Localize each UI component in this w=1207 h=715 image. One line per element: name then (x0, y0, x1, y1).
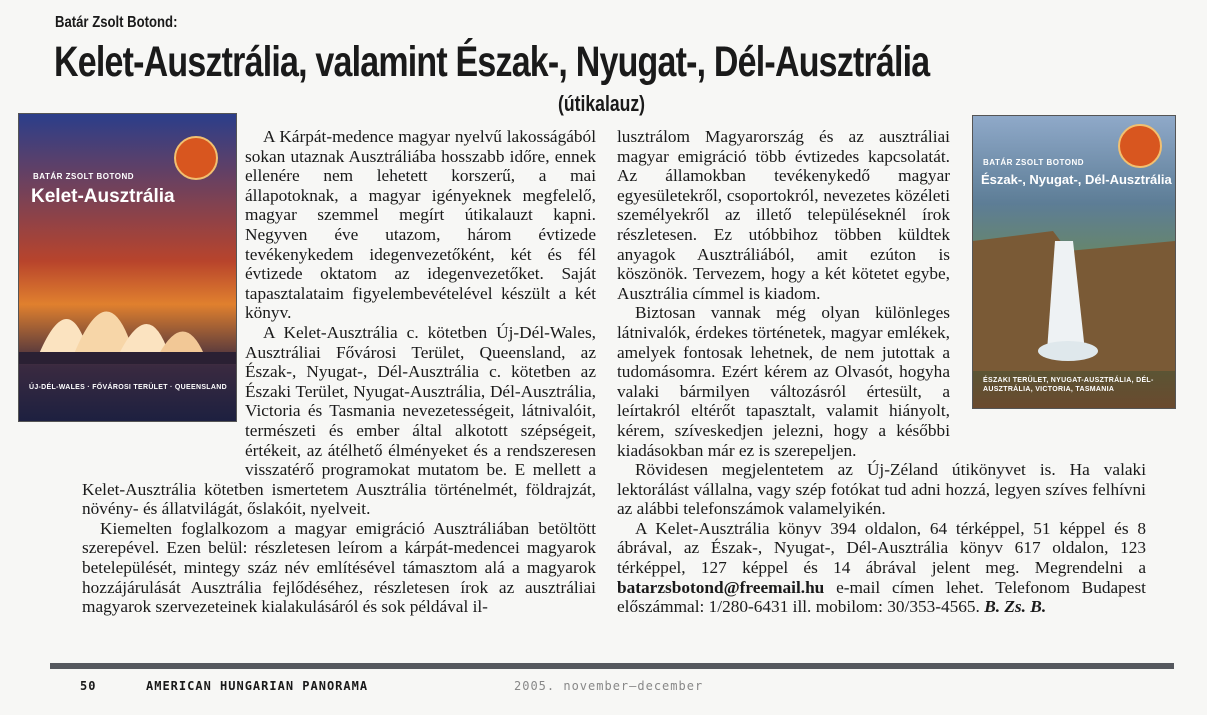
issue-date: 2005. november–december (514, 679, 704, 693)
magazine-name: AMERICAN HUNGARIAN PANORAMA (146, 679, 369, 693)
email-address: batarzsbotond@freemail.hu (617, 577, 825, 597)
page-number: 50 (80, 679, 97, 693)
cover-title: Kelet-Ausztrália (31, 186, 175, 207)
cover-footer: ÚJ-DÉL-WALES · FŐVÁROSI TERÜLET · QUEENSLAND (29, 384, 227, 391)
article-title: Kelet-Ausztrália, valamint Észak-, Nyugat-, Dél-Ausztrália (54, 38, 930, 86)
cover-footer: ÉSZAKI TERÜLET, NYUGAT-AUSZTRÁLIA, DÉL-AUSZTRÁLIA, VICTORIA, TASMANIA (983, 377, 1154, 393)
paragraph: Kiemelten foglalkozom a magyar emigráció Ausztráliában betöltött szerepével. Ezen belül: részletesen leírom a kárpát-medencei magyarok betelepülését, mintegy száz név említésével támasztom alá a magyarok hozzájárulását Ausztrália fejlődéséhez, részletesen írok az ausztráliai magyarok szervezeteinek kialakulásáról és sok példával il- (82, 518, 596, 617)
order-text: A Kelet-Ausztrália könyv 394 oldalon, 64 térképpel, 51 képpel és 8 ábrával, az Észak-, Nyugat-, Dél-Ausztrália könyv 617 oldalon, 123 térképpel, 127 képpel és 14 ábrával jelent meg. Megrendelni a (617, 518, 1146, 578)
paragraph: lusztrálom Magyarország és az ausztráliai magyar emigráció több évtizedes kapcsolatát. Az államokban tevékenykedő magyar egyesületekről, csoportokról, nevezetes közéleti személyekről az illető településeknél írok részletesen. Ez utóbbihoz többen küldtek anyagok Ausztráliából, amit ezúton is köszönök. Tervezem, hogy a két kötetet egybe, Ausztrália címmel is kiadom. (617, 127, 950, 303)
cover-author: BATÁR ZSOLT BOTOND (33, 172, 134, 181)
paragraph: A Kelet-Ausztrália c. kötetben Új-Dél-Wales, Ausztráliai Fővárosi Terület, Queensland, az Észak-, Nyugat-, Dél-Ausztrália c. kötetben az Északi Terület, Nyugat-Ausztrália, Dél-Ausztrália, Victoria és Tasmania nevezetességeit, látnivalóit, természeti és ember által alkotott szépségeit, értékeit, az átélhető élményeket és a rendszeresen visszatérő programokat mutatom be. E mellett a Kelet-Ausztrália kötetben ismertetem Ausztrália történelmét, földrajzát, növény- és állatvilágát, őslakóit, nyelveit. (82, 322, 596, 519)
cover-author: BATÁR ZSOLT BOTOND (983, 158, 1084, 167)
paragraph: Rövidesen megjelentetem az Új-Zéland útikönyvet is. Ha valaki lektorálást vállalna, vagy szép fotókat tud adni hozzá, legyen szíves felhívni az alábbi telefonszámok valamelyikén. (617, 460, 1146, 519)
footer-rule (50, 663, 1174, 669)
cover-title: Észak-, Nyugat-, Dél-Ausztrália (981, 172, 1172, 187)
paragraph: A Kárpát-medence magyar nyelvű lakosságából sokan utaznak Ausztráliába hosszabb időre, ennek ellenére nem lehetett korszerű, a mai állapotoknak, a magyar igényeknek megfelelő, magyar szemmel megírt útikalauzt kapni. Negyven éve utazom, három évtizede tevékenykedem idegenvezetőként, két és fél évtizede oktatom az idegenvezetőket. Saját tapasztalataim figyelembevételével készült a két könyv. (245, 127, 596, 323)
paragraph: Biztosan vannak még olyan különleges látnivalók, érdekes történetek, magyar emlékek, amelyek fontosak lehetnek, de nem jutottak a tudomásomra. Ezért kérem az Olvasót, hogyha valaki bármilyen változásról értesült, a leírtakról eltérőt tapasztalt, valamit hiányolt, kérem, szíveskedjen jelezni, hogy a későbbi kiadásokban már ez is szerepeljen. (617, 303, 950, 460)
signature: B. Zs. B. (984, 597, 1047, 617)
article-column-left (82, 127, 596, 617)
paragraph-order-info (617, 519, 1146, 617)
article-subtitle: (útikalauz) (558, 91, 646, 116)
phone-text: e-mail címen lehet. Telefonom Budapest előszámmal: 1/280-6431 ill. mobilom: 30/353-4565. (617, 577, 1146, 617)
author-line: Batár Zsolt Botond: (55, 14, 178, 31)
article-column-right (617, 127, 1146, 617)
